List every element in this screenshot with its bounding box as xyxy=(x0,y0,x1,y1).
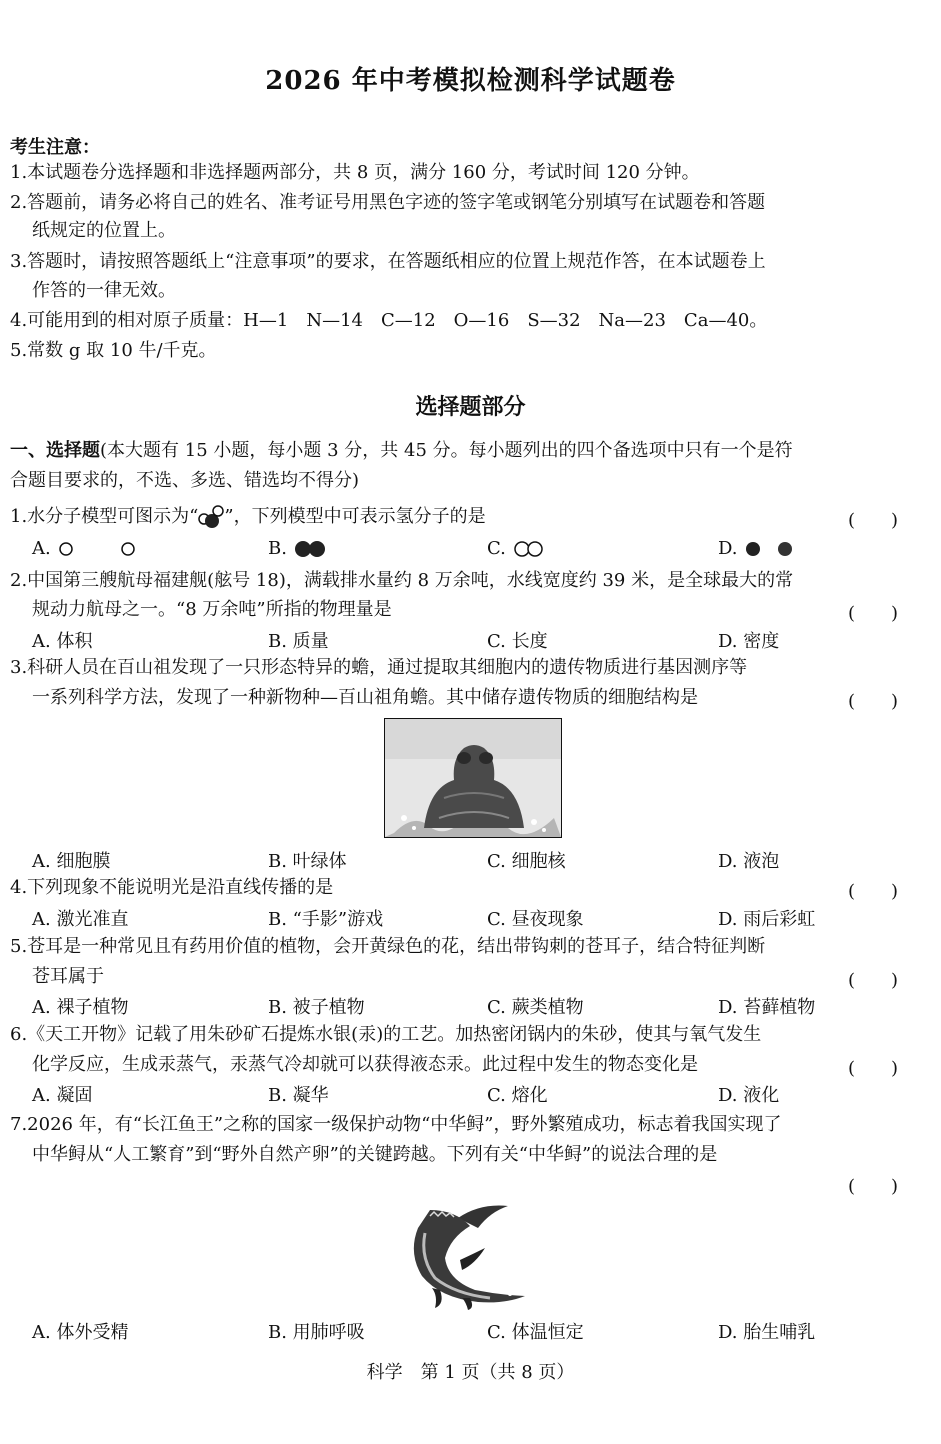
q5-option-b: B. 被子植物 xyxy=(268,997,365,1018)
notice-item-1: 1.本试题卷分选择题和非选择题两部分，共 8 页，满分 160 分，考试时间 120 分钟。 xyxy=(10,162,700,183)
toad-photo xyxy=(384,718,562,838)
q5-line-1: 5.苍耳是一种常见且有药用价值的植物，会开黄绿色的花，结出带钩刺的苍耳子，结合特征判断 xyxy=(10,936,766,957)
two-separate-white-atoms-icon xyxy=(56,539,136,559)
q7-line-2: 中华鲟从“人工繁育”到“野外自然产卵”的关键跨越。下列有关“中华鲟”的说法合理的是 xyxy=(32,1144,718,1165)
part1-intro-cont: 合题目要求的，不选、多选、错选均不得分) xyxy=(10,470,360,491)
sturgeon-image xyxy=(400,1198,540,1310)
q1-option-d-label: D. xyxy=(718,538,738,559)
part1-heading: 一、选择题 xyxy=(10,440,100,461)
q7-option-d: D. 胎生哺乳 xyxy=(718,1322,816,1343)
q5-option-a: A. 裸子植物 xyxy=(32,997,129,1018)
part1-intro xyxy=(10,436,793,466)
notice-item-4: 4.可能用到的相对原子质量：H—1 N—14 C—12 O—16 S—32 Na—23 Ca—40。 xyxy=(10,310,768,331)
q4-answer-paren: ( ) xyxy=(848,881,899,902)
water-molecule-icon xyxy=(198,505,224,529)
q4-option-d: D. 雨后彩虹 xyxy=(718,909,816,930)
q7-option-a: A. 体外受精 xyxy=(32,1322,129,1343)
q4-line-1: 4.下列现象不能说明光是沿直线传播的是 xyxy=(10,877,334,898)
sturgeon-illustration xyxy=(400,1198,540,1310)
part1-intro-text: (本大题有 15 小题，每小题 3 分，共 45 分。每小题列出的四个备选项中只有一个是符 xyxy=(100,440,793,461)
q6-answer-paren: ( ) xyxy=(848,1058,899,1079)
notice-item-3-cont: 作答的一律无效。 xyxy=(32,280,176,301)
notice-heading: 考生注意： xyxy=(10,137,100,158)
two-separate-black-atoms-icon xyxy=(743,539,803,559)
q6-line-2: 化学反应，生成汞蒸气，汞蒸气冷却就可以获得液态汞。此过程中发生的物态变化是 xyxy=(32,1054,698,1075)
q2-line-1: 2.中国第三艘航母福建舰(舷号 18)，满载排水量约 8 万余吨，水线宽度约 39 米，是全球最大的常 xyxy=(10,570,794,591)
q6-option-b: B. 凝华 xyxy=(268,1085,329,1106)
q3-line-2: 一系列科学方法，发现了一种新物种—百山祖角蟾。其中储存遗传物质的细胞结构是 xyxy=(32,687,698,708)
q6-option-d: D. 液化 xyxy=(718,1085,780,1106)
q7-line-1: 7.2026 年，有“长江鱼王”之称的国家一级保护动物“中华鲟”，野外繁殖成功，标志着我国实现了 xyxy=(10,1114,782,1135)
q1-option-d xyxy=(718,538,803,559)
q6-option-c: C. 熔化 xyxy=(487,1085,548,1106)
q1-option-a xyxy=(32,538,136,559)
q1-option-b xyxy=(268,538,333,559)
q5-line-2: 苍耳属于 xyxy=(32,966,104,987)
q1-answer-paren: ( ) xyxy=(848,510,899,531)
q5-answer-paren: ( ) xyxy=(848,970,899,991)
q4-option-b: B. “手影”游戏 xyxy=(268,909,384,930)
notice-item-5: 5.常数 g 取 10 牛/千克。 xyxy=(10,340,217,361)
q7-option-c: C. 体温恒定 xyxy=(487,1322,584,1343)
q1-option-a-label: A. xyxy=(32,538,51,559)
q7-answer-paren: ( ) xyxy=(848,1176,899,1197)
q3-option-c: C. 细胞核 xyxy=(487,851,566,872)
two-bonded-black-atoms-icon xyxy=(293,539,333,559)
q1-stem-a: 1.水分子模型可图示为“ xyxy=(10,506,199,527)
q1-option-b-label: B. xyxy=(268,538,287,559)
q5-option-d: D. 苔藓植物 xyxy=(718,997,816,1018)
q3-answer-paren: ( ) xyxy=(848,691,899,712)
q1-stem-b: ”，下列模型中可表示氢分子的是 xyxy=(224,506,486,527)
q4-option-a: A. 激光准直 xyxy=(32,909,129,930)
q2-option-a: A. 体积 xyxy=(32,631,93,652)
q2-option-d: D. 密度 xyxy=(718,631,780,652)
q2-option-c: C. 长度 xyxy=(487,631,548,652)
q3-option-b: B. 叶绿体 xyxy=(268,851,347,872)
q1-option-c-label: C. xyxy=(487,538,506,559)
notice-item-3: 3.答题时，请按照答题纸上“注意事项”的要求，在答题纸相应的位置上规范作答，在本试题卷上 xyxy=(10,251,766,272)
q1-option-c xyxy=(487,538,552,559)
notice-item-2: 2.答题前，请务必将自己的姓名、准考证号用黑色字迹的签字笔或钢笔分别填写在试题卷和答题 xyxy=(10,192,766,213)
q3-line-1: 3.科研人员在百山祖发现了一只形态特异的蟾，通过提取其细胞内的遗传物质进行基因测序等 xyxy=(10,657,748,678)
page-footer: 科学 第 1 页（共 8 页） xyxy=(366,1362,575,1383)
q6-line-1: 6.《天工开物》记载了用朱砂矿石提炼水银(汞)的工艺。加热密闭锅内的朱砂，使其与氧气发生 xyxy=(10,1024,762,1045)
q2-line-2: 规动力航母之一。“8 万余吨”所指的物理量是 xyxy=(32,599,392,620)
q6-option-a: A. 凝固 xyxy=(32,1085,93,1106)
notice-item-2-cont: 纸规定的位置上。 xyxy=(32,220,176,241)
two-bonded-white-atoms-icon xyxy=(512,539,552,559)
q4-option-c: C. 昼夜现象 xyxy=(487,909,584,930)
q7-option-b: B. 用肺呼吸 xyxy=(268,1322,365,1343)
q3-option-d: D. 液泡 xyxy=(718,851,780,872)
toad-image xyxy=(384,718,562,838)
q1-stem xyxy=(10,502,486,532)
section-title: 选择题部分 xyxy=(415,394,526,420)
q2-answer-paren: ( ) xyxy=(848,603,899,624)
q2-option-b: B. 质量 xyxy=(268,631,329,652)
q3-option-a: A. 细胞膜 xyxy=(32,851,111,872)
page-title: 2026 年中考模拟检测科学试题卷 xyxy=(265,66,676,96)
q5-option-c: C. 蕨类植物 xyxy=(487,997,584,1018)
